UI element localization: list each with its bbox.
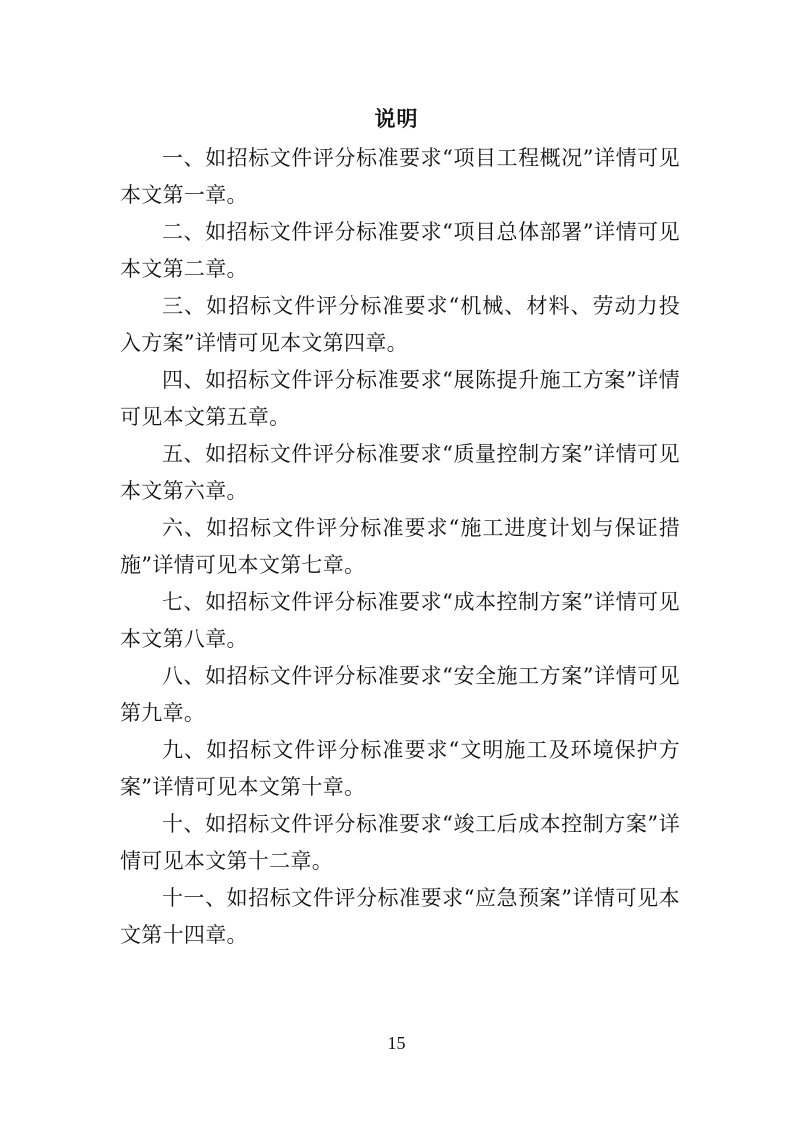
page-number: 15 xyxy=(387,1033,406,1053)
paragraph-10: 十、如招标文件评分标准要求“竣工后成本控制方案”详情可见本文第十二章。 xyxy=(120,812,680,873)
paragraph-9: 九、如招标文件评分标准要求“文明施工及环境保护方案”详情可见本文第十章。 xyxy=(120,738,680,799)
paragraph-5: 五、如招标文件评分标准要求“质量控制方案”详情可见本文第六章。 xyxy=(120,442,680,503)
paragraph-7: 七、如招标文件评分标准要求“成本控制方案”详情可见本文第八章。 xyxy=(120,590,680,651)
paragraph-4: 四、如招标文件评分标准要求“展陈提升施工方案”详情可见本文第五章。 xyxy=(120,368,680,429)
paragraph-2: 二、如招标文件评分标准要求“项目总体部署”详情可见本文第二章。 xyxy=(120,220,680,281)
paragraph-6: 六、如招标文件评分标准要求“施工进度计划与保证措施”详情可见本文第七章。 xyxy=(120,516,680,577)
page-title: 说明 xyxy=(374,106,419,131)
paragraph-3: 三、如招标文件评分标准要求“机械、材料、劳动力投入方案”详情可见本文第四章。 xyxy=(120,294,680,355)
paragraph-11: 十一、如招标文件评分标准要求“应急预案”详情可见本文第十四章。 xyxy=(120,886,680,947)
document-body xyxy=(120,140,680,954)
paragraph-1: 一、如招标文件评分标准要求“项目工程概况”详情可见本文第一章。 xyxy=(120,146,680,207)
paragraph-8: 八、如招标文件评分标准要求“安全施工方案”详情可见第九章。 xyxy=(120,664,680,725)
